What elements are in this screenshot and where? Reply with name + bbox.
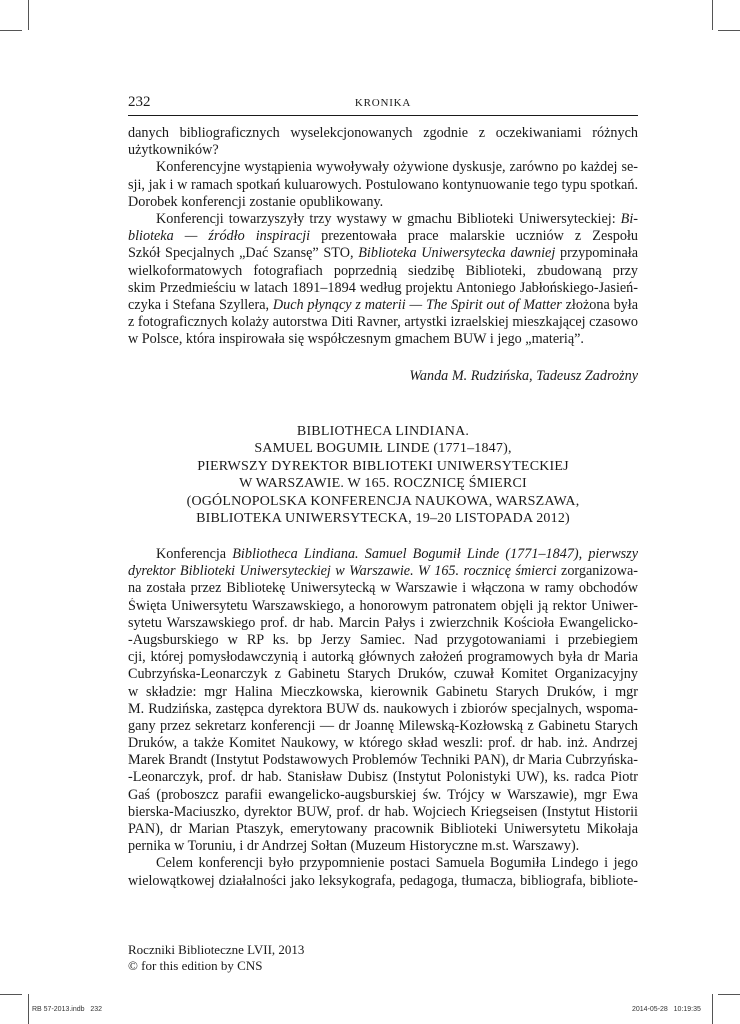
text-line: Konferencyjne wystąpienia wywoływały ożywione dyskusje, zarówno po każdej se- bbox=[156, 159, 638, 176]
heading-line: W WARSZAWIE. W 165. ROCZNICĘ ŚMIERCI bbox=[239, 476, 527, 492]
text-line: bierska-Maciuszko, dyrektor BUW, prof. dr hab. Wojciech Kriegseisen (Instytut Historii bbox=[128, 803, 638, 820]
text-line: Dorobek konferencji zostanie opublikowany. bbox=[128, 193, 384, 210]
text-line: Gaś (proboszcz parafii ewangelicko-augsburskiej św. Trójcy w Warszawie), mgr Ewa bbox=[128, 786, 638, 803]
text-line: skim Przedmieściu w latach 1891–1894 według projektu Antoniego Jabłońskiego-Jasień- bbox=[128, 279, 638, 296]
text-line: Cubrzyńska-Leonarczyk z Gabinetu Starych Druków, czuwał Komitet Organizacyjny bbox=[128, 666, 638, 683]
italic-title: dyrektor Biblioteki Uniwersyteckiej w Warszawie. W 165. rocznicę śmierci bbox=[128, 563, 557, 580]
text-line: w Polsce, która inspirowała się współczesnym gmachem BUW i jego „materią”. bbox=[128, 331, 584, 348]
journal-name: Roczniki Biblioteczne LVII, 2013 bbox=[128, 942, 305, 957]
text-line: w składzie: mgr Halina Mieczkowska, kierownik Gabinetu Starych Druków, i mgr bbox=[128, 683, 638, 700]
text-line: Marek Brandt (Instytut Podstawowych Problemów Techniki PAN), dr Maria Cubrzyńska- bbox=[128, 752, 638, 769]
crop-mark bbox=[718, 30, 740, 31]
text-line bbox=[128, 228, 638, 245]
body-text-top bbox=[128, 125, 638, 348]
body-text-bottom bbox=[128, 546, 638, 890]
text-line: użytkowników? bbox=[128, 142, 219, 159]
crop-mark bbox=[0, 994, 22, 995]
copyright-notice: © for this edition by CNS bbox=[128, 958, 263, 973]
text-run: Konferencja bbox=[156, 546, 233, 562]
text-line: sji, jak i w ramach spotkań kuluarowych. Postulowano kontynuowanie tego typu spotkań. bbox=[128, 176, 638, 193]
italic-title: Bibliotheca Lindiana. Samuel Bogumił Linde (1771–1847), pierwszy bbox=[232, 546, 638, 562]
running-title: KRONIKA bbox=[354, 97, 412, 109]
text-line bbox=[128, 297, 638, 314]
italic-title: Biblioteka Uniwersytecka dawniej bbox=[358, 245, 556, 262]
print-slug-file: RB 57-2013.indb 232 bbox=[32, 1006, 103, 1013]
header-rule bbox=[128, 115, 638, 116]
heading-line: PIERWSZY DYREKTOR BIBLIOTEKI UNIWERSYTECKIEJ bbox=[197, 458, 569, 474]
text-line: PAN), dr Marian Ptaszyk, emerytowany pracownik Biblioteki Uniwersytetu Mikołaja bbox=[128, 821, 638, 837]
heading-line: BIBLIOTHECA LINDIANA. bbox=[296, 424, 470, 439]
text-line: -Leonarczyk, prof. dr hab. Stanisław Dubisz (Instytut Polonistyki UW), ks. radca Piotr bbox=[128, 769, 638, 786]
crop-mark bbox=[28, 994, 29, 1024]
text-line: -Augsburskiego w RP ks. bp Jerzy Samiec. Nad przygotowaniami i przebiegiem bbox=[128, 631, 638, 648]
text-line: danych bibliograficznych wyselekcjonowanych zgodnie z oczekiwaniami różnych bbox=[128, 125, 638, 141]
page-footer bbox=[128, 942, 304, 974]
text-run: Konferencji towarzyszyły trzy wystawy w gmachu Biblioteki Uniwersyteckiej: bbox=[156, 210, 621, 227]
italic-title: Bi- bbox=[620, 210, 638, 227]
text-line: na została przez Bibliotekę Uniwersytecką w Warszawie i włączona w ramy obchodów bbox=[128, 580, 638, 597]
heading-line: (OGÓLNOPOLSKA KONFERENCJA NAUKOWA, WARSZAWA, bbox=[186, 493, 580, 509]
italic-title: Duch płynący z materii — The Spirit out of Matter bbox=[272, 296, 562, 313]
print-slug-timestamp: 2014-05-28 10:19:35 bbox=[632, 1006, 701, 1013]
text-line: Druków, a także Komitet Naukowy, w którego skład weszli: prof. dr hab. inż. Andrzej bbox=[128, 735, 638, 752]
text-line: sytetu Warszawskiego prof. dr hab. Marcin Pałys i zwierzchnik Kościoła Ewangelicko- bbox=[128, 614, 638, 631]
text-line bbox=[128, 211, 638, 228]
text-line: M. Rudzińska, zastępca dyrektora BUW ds. naukowych i zbiorów specjalnych, wspoma- bbox=[128, 700, 638, 717]
text-line: z fotograficznych kolaży autorstwa Diti Ravner, artystki izraelskiej mieszkającej czasowo bbox=[128, 314, 638, 331]
text-run: zorganizowa- bbox=[556, 563, 638, 580]
text-run: prezentowała prace malarskie uczniów z Zespołu bbox=[321, 228, 638, 245]
text-line: Celem konferencji było przypomnienie postaci Samuela Bogumiła Lindego i jego bbox=[156, 855, 638, 872]
text-line: gany przez sekretarz konferencji — dr Joannę Milewską-Kozłowską z Gabinetu Starych bbox=[128, 717, 638, 734]
text-line: cji, której pomysłodawczynią i autorką głównych założeń programowych była dr Maria bbox=[128, 649, 638, 666]
text-run: Szkół Specjalnych „Dać Szansę” STO, bbox=[128, 245, 359, 262]
text-run: czyka i Stefana Szyllera, bbox=[128, 296, 273, 313]
page-number: 232 bbox=[128, 94, 151, 110]
text-line: pernika w Toruniu, i dr Andrzej Sołtan (Muzeum Historyczne m.st. Warszawy). bbox=[128, 838, 580, 855]
crop-mark bbox=[718, 994, 740, 995]
text-line: wielowątkowej działalności jako leksykografa, pedagoga, tłumacza, bibliografa, bibliote- bbox=[128, 872, 638, 889]
heading-line: BIBLIOTEKA UNIWERSYTECKA, 19–20 LISTOPADA 2012) bbox=[196, 511, 570, 527]
heading-line: SAMUEL BOGUMIŁ LINDE (1771–1847), bbox=[254, 441, 512, 457]
text-line: Święta Uniwersytetu Warszawskiego, a honorowym patronatem objęli ją rektor Uniwer- bbox=[128, 597, 638, 614]
text-run: przypominała bbox=[559, 245, 638, 262]
text-line bbox=[128, 245, 638, 262]
author-signature: Wanda M. Rudzińska, Tadeusz Zadrożny bbox=[409, 368, 638, 384]
text-line bbox=[128, 563, 638, 580]
text-line: wielkoformatowych fotografiach poprzednią siedzibę Biblioteki, zbudowaną przy bbox=[128, 262, 638, 279]
crop-mark bbox=[0, 30, 22, 31]
crop-mark bbox=[712, 0, 713, 30]
crop-mark bbox=[712, 994, 713, 1024]
text-run: złożona była bbox=[561, 296, 638, 313]
section-heading bbox=[128, 423, 638, 527]
italic-title: blioteka — źródło inspiracji bbox=[128, 228, 311, 245]
crop-mark bbox=[28, 0, 29, 30]
text-line bbox=[128, 546, 638, 563]
